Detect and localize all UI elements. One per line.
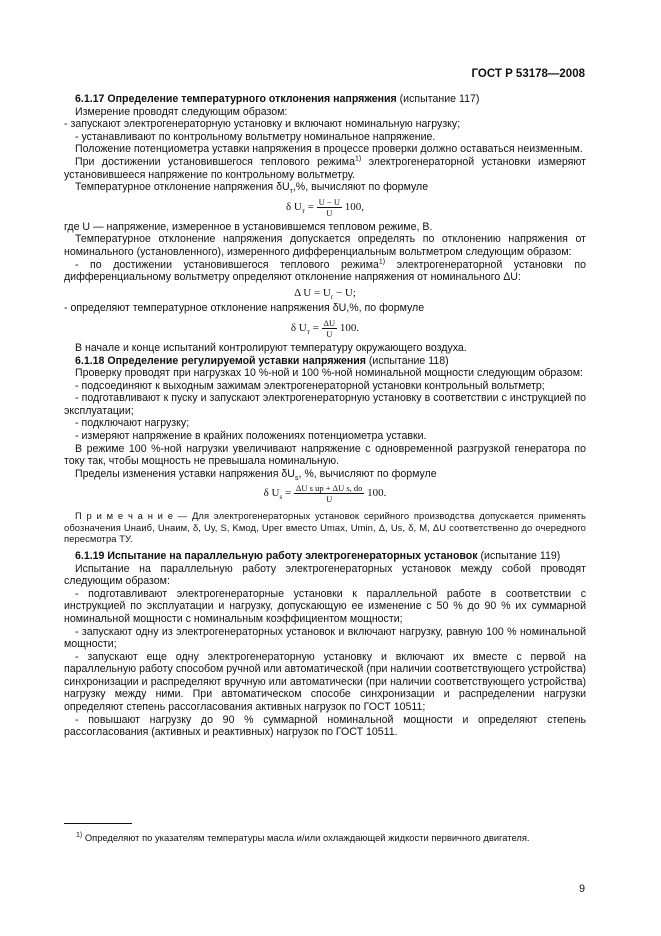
numerator: ΔU s up + ΔU s, do xyxy=(295,483,363,494)
formula-text: − U; xyxy=(333,286,356,299)
list-item: - запускают электрогенераторную установку и включают номинальную нагрузку; xyxy=(64,118,461,131)
list-item xyxy=(64,259,586,284)
formula-lhs: δ U xyxy=(263,487,280,500)
footnote xyxy=(76,832,530,845)
section-number: 6.1.17 xyxy=(75,93,105,105)
test-label: (испытание 117) xyxy=(396,93,480,105)
section-6-1-18-heading xyxy=(64,355,586,368)
page-number: 9 xyxy=(579,883,585,895)
text-span: электрогенераторной установки измеряют установившееся напряжение по контрольному вольтметру. xyxy=(64,155,586,181)
fraction xyxy=(294,483,365,504)
list-item: - подключают нагрузку; xyxy=(75,417,190,430)
footnote-text: Определяют по указателям температуры масла и/или охлаждающей жидкости первичного двигателя. xyxy=(82,832,530,843)
formula-2: Δ $U = U_r - U$; xyxy=(294,286,356,301)
section-title: Определение регулируемой уставки напряжения xyxy=(107,354,366,367)
formula-3: δ $U_т$ = $\frac{\Delta U}{U}$ 100. xyxy=(290,317,360,339)
section-number: 6.1.19 xyxy=(75,549,105,562)
list-item: - запускают одну из электрогенераторных установок и включают нагрузку, равную 100 % номинальной мощности; xyxy=(64,625,586,651)
footnote-ref: 1) xyxy=(354,155,362,163)
numerator: U − U xyxy=(318,196,340,207)
text-span: электрогенераторной установки по дифференциальному вольтметру определяют отклонение напряжения от номинального ΔU: xyxy=(64,258,586,284)
list-item: - повышают нагрузку до 90 % суммарной номинальной мощности и определяют степень рассогласования (активных и реактивных) нагрузок по ГОСТ 10511. xyxy=(64,713,586,739)
formula-lhs: δ U xyxy=(286,200,302,213)
denominator: U xyxy=(326,328,333,339)
list-item: - определяют температурное отклонение напряжения δU,%, по формуле xyxy=(64,302,425,315)
formula-rhs: 100, xyxy=(342,200,364,213)
numerator: ΔU xyxy=(323,317,336,328)
denominator: U xyxy=(326,207,333,218)
text-span: При достижении установившегося теплового режима xyxy=(75,155,355,168)
text-span: , %, вычисляют по формуле xyxy=(298,467,437,480)
section-6-1-19-heading xyxy=(64,550,586,563)
formula-lhs: δ U xyxy=(290,321,307,334)
section-title: Испытание на параллельную работу электрогенераторных установок xyxy=(107,549,478,562)
list-item: - подсоединяют к выходным зажимам электрогенераторной установки контрольный вольтметр; xyxy=(75,379,545,392)
document-body xyxy=(64,93,586,739)
formula-1: δ $U_т$ = $\frac{U - U}{U}$ 100, xyxy=(286,196,364,218)
footnote-mark: 1) xyxy=(76,831,83,839)
section-6-1-17-heading xyxy=(64,93,586,106)
standard-header: ГОСТ Р 53178—2008 xyxy=(471,68,585,80)
formula-text: Δ U = U xyxy=(294,286,331,299)
text-span: Температурное отклонение напряжения δU xyxy=(75,181,290,194)
text-span: ,%, вычисляют по формуле xyxy=(292,181,429,194)
note: П р и м е ч а н и е — Для электрогенераторных установок серийного производства допускается применять обозначения Uнаиб, Uнаим, δ, Uу, S, Kмод, Uрег вместо Umax, Umin, Δ, Us, δ, M, ΔU соответственно до очередного пересмотра ТУ. xyxy=(64,510,586,545)
paragraph: Положение потенциометра уставки напряжения в процессе проверки должно оставаться неизменным. xyxy=(75,143,583,156)
denominator: U xyxy=(326,494,333,505)
text-span: - по достижении установившегося теплового режима xyxy=(75,258,379,271)
paragraph: Проверку проводят при нагрузках 10 %-ной и 100 %-ной номинальной мощности следующим образом: xyxy=(75,367,583,380)
list-item: - устанавливают по контрольному вольтметру номинальное напряжение. xyxy=(75,130,436,143)
paragraph: Температурное отклонение напряжения допускается определять по отклонению напряжения от номинального (установленного), измеренного дифференциальным вольтметром следующим образом: xyxy=(64,233,586,258)
test-label: (испытание 118) xyxy=(365,354,449,367)
subscript: т xyxy=(301,206,305,215)
paragraph: В начале и конце испытаний контролируют температуру окружающего воздуха. xyxy=(75,341,467,354)
list-item: - измеряют напряжение в крайних положениях потенциометра уставки. xyxy=(75,430,427,443)
list-item: - подготавливают электрогенераторные установки к параллельной работе в соответствии с инструкцией по эксплуатации и нагрузку, допускающую ее изменение с 50 % до 90 % их суммарной номинальной мощности с номинальным коэффициентом мощности; xyxy=(64,587,586,625)
formula-4: δ $U_s$ = $\frac{\text{ΔU s up + ΔU s, do}}{U}$ 100. xyxy=(263,483,387,505)
paragraph: В режиме 100 %-ной нагрузки увеличивают напряжение с одновременной разгрузкой генератора по току так, чтобы мощность не превышала номинальную. xyxy=(64,442,586,468)
formula-rhs: 100. xyxy=(337,321,360,334)
paragraph: Пределы изменения уставки напряжения $\delta U_s$, %, вычисляют по формуле xyxy=(75,467,437,482)
paragraph: где U — напряжение, измеренное в установившемся тепловом режиме, В. xyxy=(64,220,433,233)
section-title: Определение температурного отклонения напряжения xyxy=(107,93,397,105)
footnote-ref: 1) xyxy=(378,258,386,265)
paragraph: Испытание на параллельную работу электрогенераторных установок между собой проводят следующим образом: xyxy=(64,562,586,588)
section-number: 6.1.18 xyxy=(75,354,105,367)
list-item: - запускают еще одну электрогенераторную установку и включают их вместе с первой на параллельную работу способом ручной или автоматической (при наличии соответствующего устройства) синхронизации и распределяют вручную или автоматически (при наличии соответствующего устройства) нагрузку между ними. При автоматическом способе синхронизации и распределении нагрузки определяют степень рассогласования активных нагрузок по ГОСТ 10511; xyxy=(64,650,586,714)
subscript: т xyxy=(289,188,293,196)
fraction xyxy=(322,318,338,339)
text-span: Пределы изменения уставки напряжения δU xyxy=(75,467,295,480)
footnote-divider xyxy=(64,823,132,824)
paragraph xyxy=(64,156,586,181)
paragraph xyxy=(64,181,586,194)
paragraph: Измерение проводят следующим образом: xyxy=(75,105,288,118)
formula-rhs: 100. xyxy=(364,487,387,500)
list-item: - подготавливают к пуску и запускают электрогенераторную установку в соответствии с инструкцией по эксплуатации; xyxy=(64,392,586,417)
fraction xyxy=(317,197,342,218)
test-label: (испытание 119) xyxy=(477,549,561,562)
